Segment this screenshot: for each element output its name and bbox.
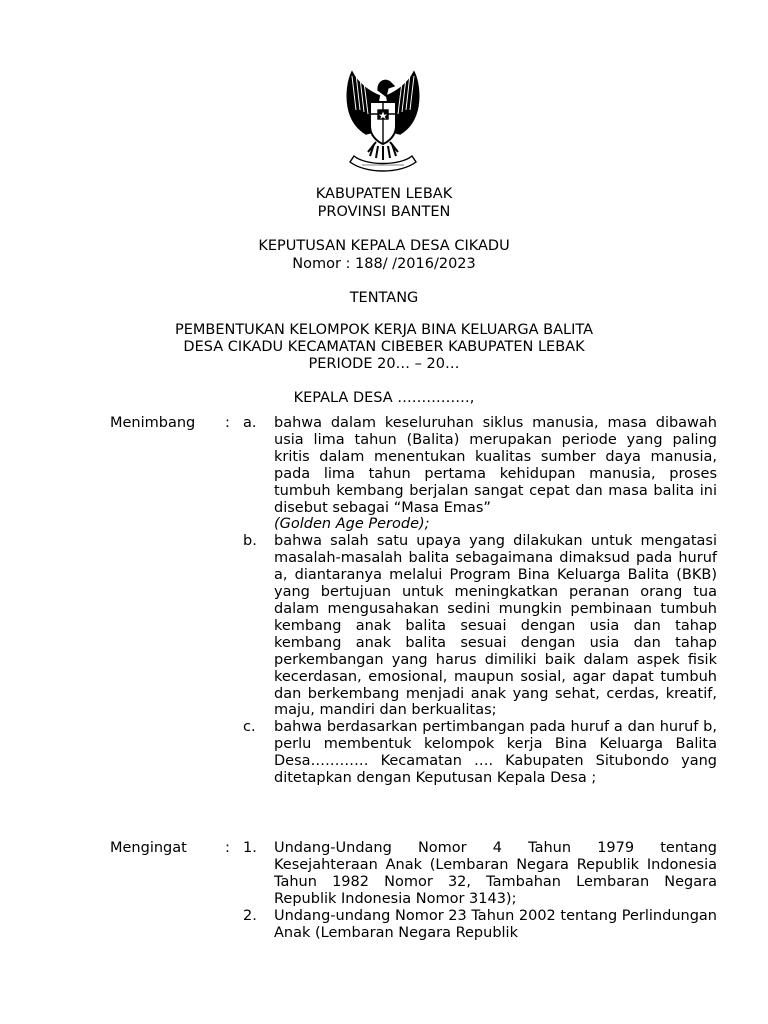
mengingat-item-1 — [243, 840, 717, 908]
mengingat-colon: : — [225, 840, 230, 856]
menimbang-list — [243, 415, 717, 787]
item-marker: 2. — [243, 907, 257, 924]
item-text: bahwa berdasarkan pertimbangan pada huruf a dan huruf b, perlu membentuk kelompok kerja Bina Keluarga Balita Desa………… Kecamatan …. Kabupaten Situbondo yang ditetapkan dengan Keputusan Kepala Desa ; — [274, 719, 717, 787]
item-marker: c. — [243, 719, 256, 736]
item-marker: b. — [243, 533, 257, 550]
regency-name: KABUPATEN LEBAK — [315, 186, 453, 202]
decree-number: Nomor : 188/ /2016/2023 — [292, 255, 476, 272]
item-text: bahwa salah satu upaya yang dilakukan untuk mengatasi masalah-masalah balita sebagaimana dimaksud pada huruf a, diantaranya melalui Program Bina Keluarga Balita (BKB) yang bertujuan untuk meningkatkan peranan orang tua dalam mengusahakan sedini mungkin pembinaan tumbuh kembang anak balita sesuai dengan usia dan tahap kembang anak balita sesuai dengan usia dan tahap perkembangan yang harus dimiliki baik dalam aspek fisik kecerdasan, emosional, maupun sosial, agar dapat tumbuh dan berkembang menjadi anak yang sehat, cerdas, kreatif, maju, mandiri dan berkualitas; — [274, 533, 717, 719]
kepala-desa-heading: KEPALA DESA ……………, — [293, 390, 475, 406]
menimbang-item-b — [243, 533, 717, 719]
menimbang-item-a — [243, 415, 717, 533]
item-text: Undang-undang Nomor 23 Tahun 2002 tentang Perlindungan Anak (Lembaran Negara Republik — [274, 907, 717, 941]
subject-line-3: PERIODE 20… – 20… — [308, 356, 460, 372]
item-marker: 1. — [243, 840, 257, 856]
item-text: bahwa dalam keseluruhan siklus manusia, masa dibawah usia lima tahun (Balita) merupakan periode yang paling kritis dalam menentukan kualitas sumber daya manusia, pada lima tahun pertama kehidupan manusia, proses tumbuh kembang berjalan sangat cepat dan masa balita ini disebut sebagai “Masa Emas” — [274, 415, 717, 516]
menimbang-colon: : — [225, 415, 230, 431]
mengingat-list — [243, 840, 717, 941]
decree-title: KEPUTUSAN KEPALA DESA CIKADU — [258, 238, 510, 254]
subject-line-1: PEMBENTUKAN KELOMPOK KERJA BINA KELUARGA BALITA — [174, 322, 594, 338]
item-italic-text: (Golden Age Perode); — [274, 516, 430, 533]
subject-line-2: DESA CIKADU KECAMATAN CIBEBER KABUPATEN LEBAK — [183, 339, 585, 355]
garuda-pancasila-emblem — [340, 66, 426, 178]
menimbang-label: Menimbang — [110, 415, 196, 431]
mengingat-label: Mengingat — [110, 840, 187, 856]
item-text: Undang-Undang Nomor 4 Tahun 1979 tentang Kesejahteraan Anak (Lembaran Negara Republik Indonesia Tahun 1982 Nomor 32, Tambahan Lembaran Negara Republik Indonesia Nomor 3143); — [274, 840, 717, 907]
mengingat-item-2 — [243, 908, 717, 942]
tentang-heading: TENTANG — [349, 290, 419, 306]
item-marker: a. — [243, 415, 257, 431]
menimbang-item-c — [243, 719, 717, 787]
province-name: PROVINSI BANTEN — [317, 203, 451, 220]
